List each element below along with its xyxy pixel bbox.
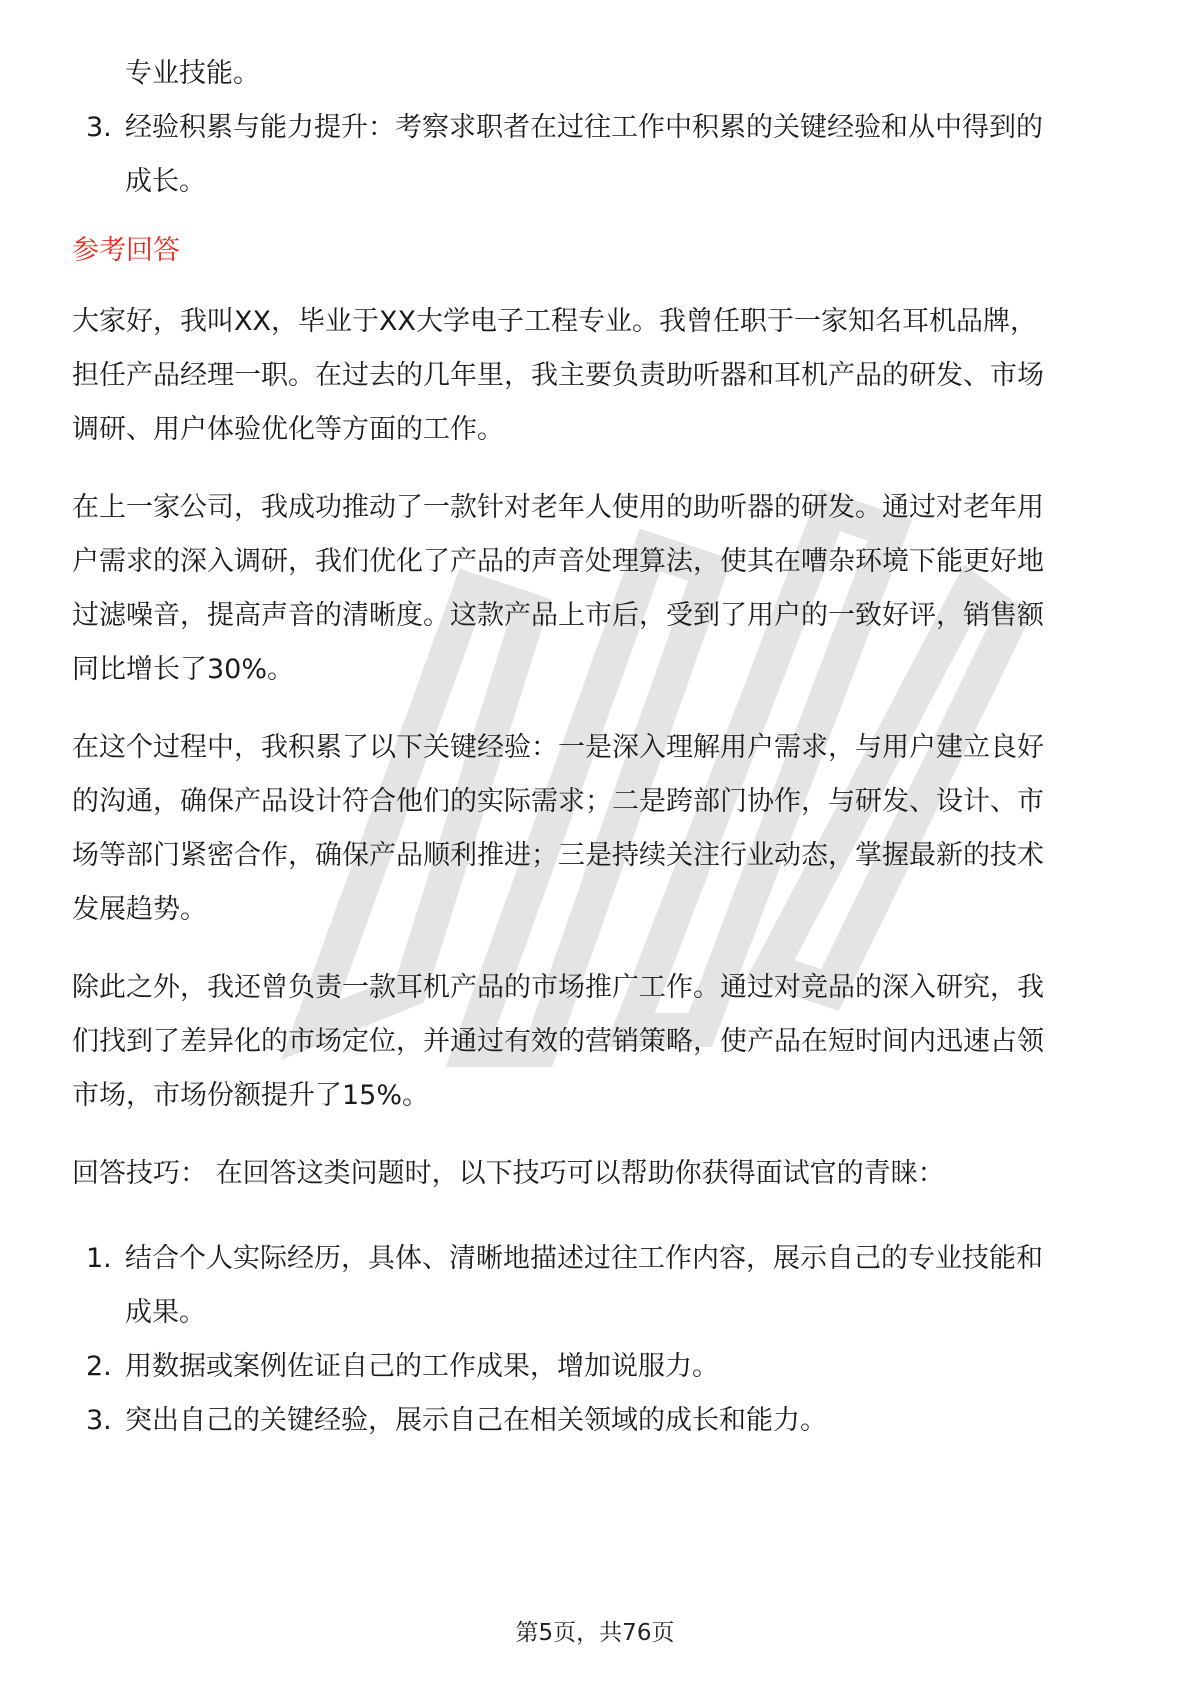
- tip-1-line-1: 结合个人实际经历，具体、清晰地描述过往工作内容，展示自己的专业技能和: [125, 1243, 1043, 1274]
- paragraph-2-line-3: 过滤噪音，提高声音的清晰度。这款产品上市后，受到了用户的一致好评，销售额: [72, 600, 1044, 631]
- list-item-3-line-2: 成长。: [125, 166, 206, 197]
- paragraph-1-line-2: 担任产品经理一职。在过去的几年里，我主要负责助听器和耳机产品的研发、市场: [72, 360, 1044, 391]
- tips-intro: 回答技巧： 在回答这类问题时，以下技巧可以帮助你获得面试官的青睐：: [72, 1158, 945, 1189]
- paragraph-3-line-1: 在这个过程中，我积累了以下关键经验：一是深入理解用户需求，与用户建立良好: [72, 732, 1044, 763]
- paragraph-2-line-2: 户需求的深入调研，我们优化了产品的声音处理算法，使其在嘈杂环境下能更好地: [72, 546, 1044, 577]
- paragraph-1-line-1: 大家好，我叫XX，毕业于XX大学电子工程专业。我曾任职于一家知名耳机品牌，: [72, 306, 1037, 337]
- paragraph-1-line-3: 调研、用户体验优化等方面的工作。: [72, 414, 504, 445]
- list-number-3: 3.: [86, 112, 112, 143]
- tip-number-1: 1.: [86, 1243, 112, 1274]
- paragraph-2-line-1: 在上一家公司，我成功推动了一款针对老年人使用的助听器的研发。通过对老年用: [72, 492, 1044, 523]
- paragraph-4-line-1: 除此之外，我还曾负责一款耳机产品的市场推广工作。通过对竞品的深入研究，我: [72, 972, 1044, 1003]
- paragraph-3-line-2: 的沟通，确保产品设计符合他们的实际需求；二是跨部门协作，与研发、设计、市: [72, 786, 1044, 817]
- paragraph-4-line-3: 市场，市场份额提升了15%。: [72, 1080, 430, 1111]
- tip-2-line-1: 用数据或案例佐证自己的工作成果，增加说服力。: [125, 1351, 719, 1382]
- paragraph-3-line-4: 发展趋势。: [72, 894, 207, 925]
- page-footer: 第5页，共76页: [515, 1620, 675, 1646]
- tip-number-3: 3.: [86, 1405, 112, 1436]
- paragraph-3-line-3: 场等部门紧密合作，确保产品顺利推进；三是持续关注行业动态，掌握最新的技术: [72, 840, 1044, 871]
- tip-number-2: 2.: [86, 1351, 112, 1382]
- section-heading: 参考回答: [72, 235, 180, 266]
- paragraph-4-line-2: 们找到了差异化的市场定位，并通过有效的营销策略，使产品在短时间内迅速占领: [72, 1026, 1044, 1057]
- tip-1-line-2: 成果。: [125, 1297, 206, 1328]
- list-item-2-continuation: 专业技能。: [125, 58, 260, 89]
- list-item-3-line-1: 经验积累与能力提升：考察求职者在过往工作中积累的关键经验和从中得到的: [125, 112, 1043, 143]
- tip-3-line-1: 突出自己的关键经验，展示自己在相关领域的成长和能力。: [125, 1405, 827, 1436]
- paragraph-2-line-4: 同比增长了30%。: [72, 654, 295, 685]
